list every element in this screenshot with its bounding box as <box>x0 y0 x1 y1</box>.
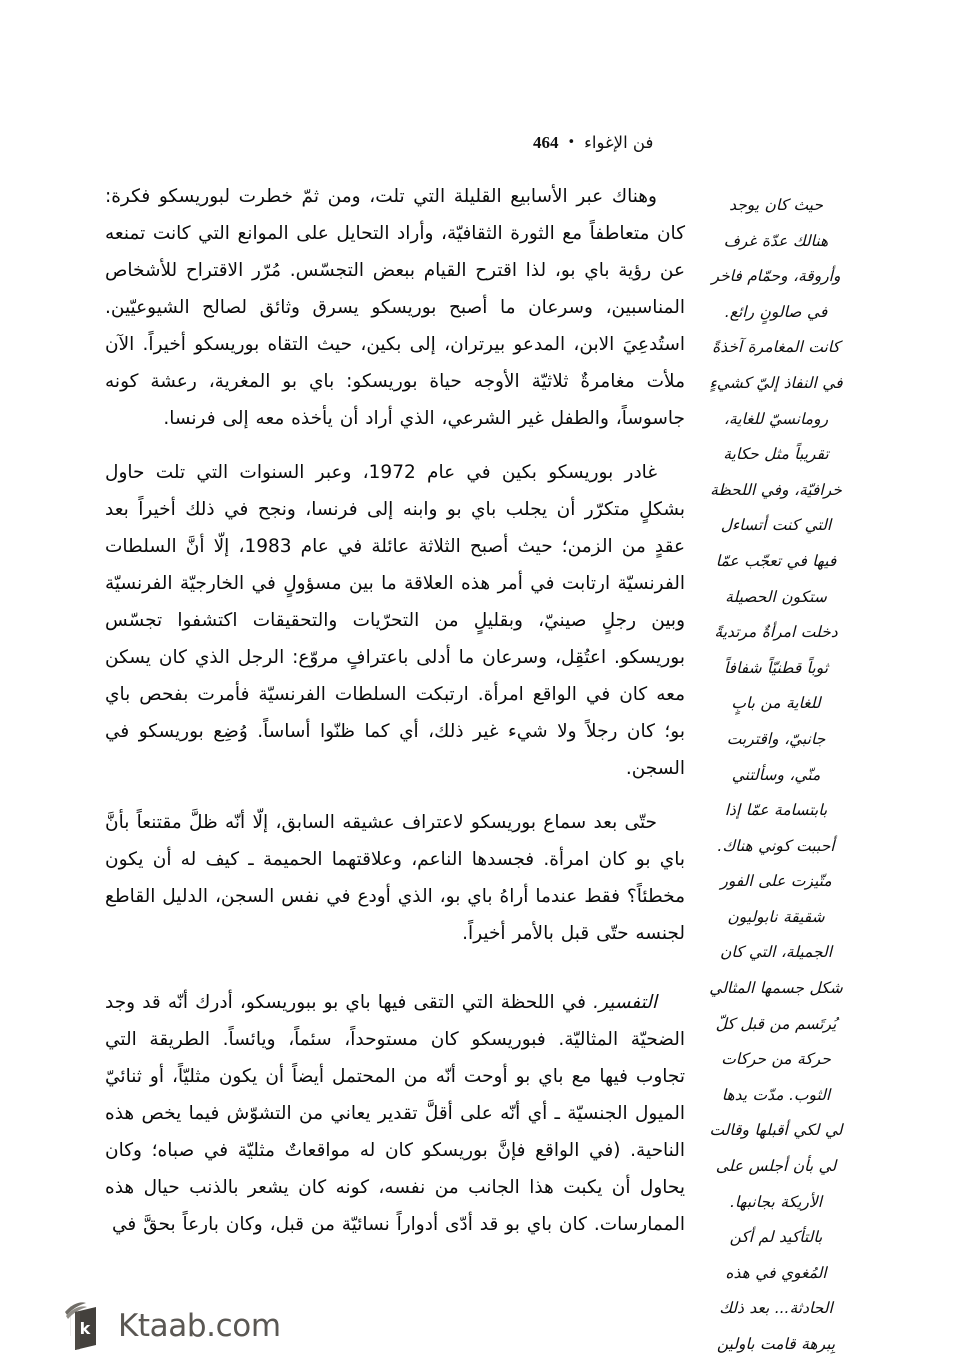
running-head-book-title: فن الإغواء <box>584 133 654 152</box>
margin-note-line: الأريكة بجانبها. <box>729 1192 823 1211</box>
margin-note-quote <box>693 188 859 1363</box>
margin-note-line: الثوب. مدّت يدها <box>721 1085 831 1104</box>
svg-text:k: k <box>79 1319 91 1338</box>
running-head-separator-bullet: • <box>567 135 576 150</box>
margin-note-line: متّيزت على الفور <box>720 872 832 891</box>
margin-note-line: خرافيّة، وفي اللحظة <box>710 480 842 499</box>
margin-note-line: بالتأكيد لم أكن <box>729 1228 823 1247</box>
body-paragraph-3: حتّى بعد سماع بوريسكو لاعتراف عشيقه السابق، إلّا أنّه ظلَّ مقتنعاً بأنَّ باي بو كان امرأة. فجسدها الناعم، وعلاقتهما الحميمة ـ كيف له أن يكون مخطئاً؟ فقط عندما أراهُ باي بو، الذي أودع في نفس السجن، الدليل القاطع لجنسه حتّى قبل بالأمر أخيراً. <box>105 812 685 944</box>
margin-note-line: الجميلة، التي كان <box>719 943 833 962</box>
main-text-column <box>105 178 685 1243</box>
body-paragraph-2: غادر بوريسكو بكين في عام 1972، وعبر السنوات التي تلت حاول بشكلٍ متكرّر أن يجلب باي بو وابنه إلى فرنسا، ونجح في ذلك أخيراً بعد عقدٍ من الزمن؛ حيث أصبح الثلاثة عائلة في عام 1983، إلّا أنَّ السلطات الفرنسيّة ارتابت في أمر هذه العلاقة ما بين مسؤولٍ في الخارجيّة الفرنسيّة وبين رجلٍ صينيّ، وبقليلٍ من التحرّيات والتحقيقات اكتشفوا تجسّس بوريسكو. اعتُقِل، وسرعان ما أدلى باعترافٍ مروّع: الرجل الذي كان يسكن معه كان في الواقع امرأة. ارتبكت السلطات الفرنسيّة فأمرت بفحص باي بو؛ كان رجلاً ولا شيء غير ذلك، أي كما ظنّوا أساساً. وُضِع بوريسكو في السجن. <box>105 462 685 779</box>
margin-note-line: شكل جسمها المثالي <box>709 979 843 998</box>
book-logo-icon <box>62 1300 108 1352</box>
margin-note-line: دخلت امرأةٌ مرتديةً <box>714 623 838 642</box>
site-watermark <box>62 1300 281 1352</box>
margin-note-line: كانت المغامرة آخذةً <box>712 338 840 357</box>
site-name-text: Ktaab.com <box>118 1307 281 1344</box>
body-paragraph-4 <box>105 984 685 1243</box>
margin-note-line: هنالك عدّة غرف <box>723 231 829 250</box>
margin-note-line: فيها في تعجّب عمّا <box>715 551 837 570</box>
margin-note-line: للغاية من بابٍ <box>731 694 821 713</box>
margin-note-line: لي لكي أقبلها وقالت <box>709 1121 843 1140</box>
margin-note-line: تقريباً مثل حكاية <box>723 445 829 464</box>
margin-note-line: حركة من حركات <box>721 1050 831 1069</box>
margin-note-line: المُغوي في هذه <box>725 1263 827 1282</box>
analysis-heading: التفسير. <box>593 992 657 1013</box>
margin-note-line: ستكون الحصيلة <box>725 587 827 606</box>
margin-note-line: في صالونٍ رائع. <box>724 302 828 321</box>
running-head-inner <box>533 133 653 153</box>
margin-note-line: جانبيّ، واقتربت <box>726 729 826 748</box>
margin-note-line: في النفاذ إليّ كشيءٍ <box>709 373 843 392</box>
margin-note-line: شقيقة نابوليون <box>727 907 825 926</box>
margin-note-line: رومانسيّ للغاية، <box>723 409 829 428</box>
margin-note-line: لي بأن أجلس على <box>715 1157 837 1176</box>
margin-note-line: بِبرهة قامت باولين <box>716 1335 836 1353</box>
margin-note-line: وأروقة، وحمّام فاخر <box>711 267 841 286</box>
margin-note-line: التي كنت أتساءل <box>720 516 832 535</box>
analysis-text: في اللحظة التي التقى فيها باي بو ببوريسكو، أدرك أنّه قد وجد الضحيّة المثاليّة. فبوريسكو كان مستوحداً، سئماً، ويائساً. الطريقة التي تجاوب فيها مع باي بو أوحت أنّه من المحتمل أيضاً أن يكون مثليّاً، أو ثنائيّ الميول الجنسيّة ـ أي أنّه على أقلَّ تقدير يعاني من التشوّش فيما يخص هذه الناحية. (في الواقع فإنَّ بوريسكو كان له مواقعاتٌ مثليّة في صباه؛ وكان يحاول أن يكبت هذا الجانب من نفسه، كونه كان يشعر بالذنب حيال هذه الممارسات. كان باي بو قد أدّى أدواراً نسائيّة من قبل، وكان بارعاً بحقَّ في <box>105 992 685 1235</box>
margin-note-line: أحببت كوني هناك. <box>717 836 835 855</box>
running-head <box>533 133 833 153</box>
body-paragraph-1: وهناك عبر الأسابيع القليلة التي تلت، ومن ثمّ خطرت لبوريسكو فكرة: كان متعاطفاً مع الثورة الثقافيّة، وأراد التحايل على الموانع التي كانت تمنعه عن رؤية باي بو، لذا اقترح القيام ببعض التجسّس. مُرّر الاقتراح للأشخاص المناسبين، وسرعان ما أصبح بوريسكو يسرق وثائق لصالح الشيوعيّين. استُدعِيَ الابن، المدعو بيرتران، إلى بكين، حيث التقاه بوريسكو أخيراً. الآن ملأت مغامرةٌ ثلاثيّة الأوجه حياة بوريسكو: باي بو المغرية، رعشة كونه جاسوساً، والطفل غير الشرعي، الذي أراد أن يأخذه معه إلى فرنسا. <box>105 186 685 429</box>
margin-note-line: ثوباً قطنيّاً شفافاً <box>723 658 829 677</box>
margin-note-line: منّي، وسألتني <box>731 765 821 784</box>
margin-note-line: يُرتَسم من قبل كلّ <box>715 1014 837 1033</box>
margin-note-line: بابتسامة عمّا إذا <box>724 801 828 820</box>
page-number: 464 <box>533 133 559 152</box>
margin-note-line: الحادثة... بعد ذلك <box>719 1299 833 1318</box>
margin-note-line: حيث كان يوجد <box>729 196 823 214</box>
